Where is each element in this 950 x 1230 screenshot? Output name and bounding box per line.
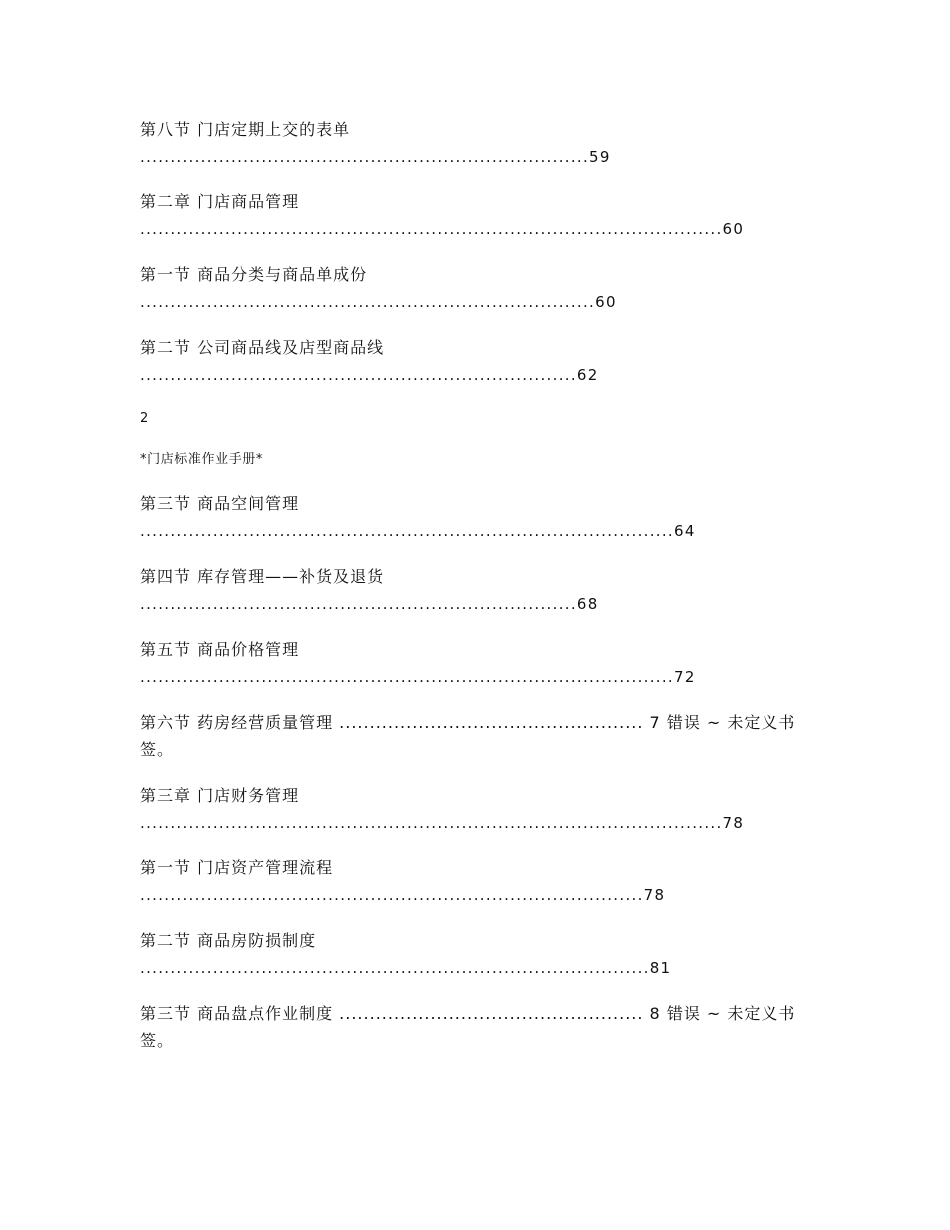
toc-entry-title: 第二章 门店商品管理 xyxy=(140,192,300,211)
toc-entry-leader: ........................................................................................72 xyxy=(140,668,696,686)
toc-entry-title: 第二节 商品房防损制度 xyxy=(140,931,317,950)
toc-entry-leader: ...................................................................................78 xyxy=(140,886,666,904)
toc-entry-leader: ........................................................................62 xyxy=(140,366,599,384)
toc-entry-continuation: 签。 xyxy=(140,740,175,759)
toc-entry-title: 第五节 商品价格管理 xyxy=(140,640,300,659)
toc-entry-title: 第三节 商品空间管理 xyxy=(140,494,300,513)
toc-entry-leader: ................................................................................................78 xyxy=(140,814,745,832)
page-number: 2 xyxy=(140,411,149,426)
toc-entry-leader: ...........................................................................60 xyxy=(140,293,617,311)
toc-entry-title: 第三章 门店财务管理 xyxy=(140,786,300,805)
toc-entry-continuation: 签。 xyxy=(140,1031,175,1050)
toc-entry-leader: ................................................................................................60 xyxy=(140,220,745,238)
toc-entry-leader: ....................................................................................81 xyxy=(140,959,672,977)
toc-entry-leader: ........................................................................................64 xyxy=(140,522,696,540)
toc-entry-title: 第一节 商品分类与商品单成份 xyxy=(140,265,368,284)
document-page xyxy=(140,0,820,1230)
running-header: *门店标准作业手册* xyxy=(140,452,264,467)
toc-entry-title: 第八节 门店定期上交的表单 xyxy=(140,120,351,139)
toc-entry-leader: ..........................................................................59 xyxy=(140,148,611,166)
toc-entry-leader: ........................................................................68 xyxy=(140,595,599,613)
toc-entry-title: 第三节 商品盘点作业制度 .................................................. 8 错误 ~ 未定义书 xyxy=(140,1004,796,1023)
toc-entry-title: 第四节 库存管理——补货及退货 xyxy=(140,567,385,586)
toc-entry-title: 第一节 门店资产管理流程 xyxy=(140,858,334,877)
toc-entry-title: 第六节 药房经营质量管理 .................................................. 7 错误 ~ 未定义书 xyxy=(140,713,796,732)
toc-entry-title: 第二节 公司商品线及店型商品线 xyxy=(140,338,385,357)
